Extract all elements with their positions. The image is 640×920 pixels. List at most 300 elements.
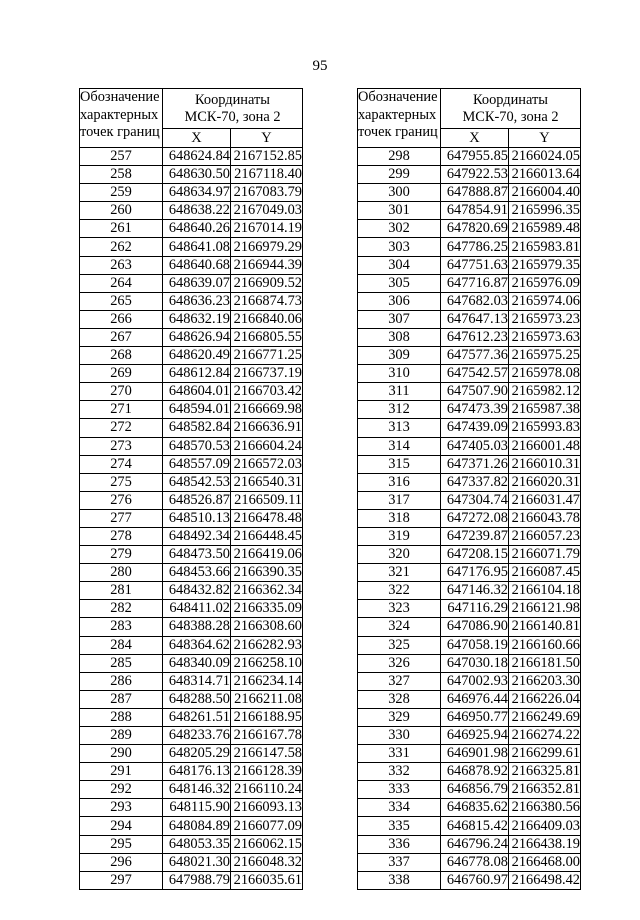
point-designation-header: Обозначение характерных точек границ xyxy=(80,89,163,148)
x-coordinate-cell: 647272.08 xyxy=(441,509,509,527)
coordinates-table-left xyxy=(79,88,303,890)
table-row xyxy=(358,781,581,799)
point-number-cell: 279 xyxy=(80,546,163,564)
x-coordinate-cell: 646760.97 xyxy=(441,871,509,889)
table-row xyxy=(358,347,581,365)
table-row xyxy=(80,835,303,853)
table-row xyxy=(80,871,303,889)
y-coordinate-cell: 2166121.98 xyxy=(509,600,581,618)
point-number-cell: 266 xyxy=(80,310,163,328)
y-coordinate-cell: 2166419.06 xyxy=(231,546,303,564)
x-coordinate-cell: 648594.01 xyxy=(163,401,231,419)
table-row xyxy=(358,636,581,654)
x-coordinate-cell: 648582.84 xyxy=(163,419,231,437)
x-coordinate-cell: 647647.13 xyxy=(441,310,509,328)
x-coordinate-cell: 648639.07 xyxy=(163,274,231,292)
point-number-cell: 273 xyxy=(80,437,163,455)
x-coordinate-cell: 648411.02 xyxy=(163,600,231,618)
point-number-cell: 278 xyxy=(80,527,163,545)
point-number-cell: 275 xyxy=(80,473,163,491)
y-coordinate-cell: 2166043.78 xyxy=(509,509,581,527)
table-row xyxy=(80,727,303,745)
point-number-cell: 297 xyxy=(80,871,163,889)
point-number-cell: 319 xyxy=(358,527,441,545)
y-coordinate-cell: 2167083.79 xyxy=(231,184,303,202)
y-coordinate-cell: 2166024.05 xyxy=(509,148,581,166)
point-number-cell: 331 xyxy=(358,745,441,763)
table-row xyxy=(358,365,581,383)
x-coordinate-cell: 646835.62 xyxy=(441,799,509,817)
y-coordinate-cell: 2166110.24 xyxy=(231,781,303,799)
y-coordinate-cell: 2167118.40 xyxy=(231,166,303,184)
point-number-cell: 270 xyxy=(80,383,163,401)
table-row xyxy=(358,509,581,527)
table-row xyxy=(80,527,303,545)
table-row xyxy=(358,654,581,672)
x-coordinate-cell: 647208.15 xyxy=(441,546,509,564)
x-coordinate-cell: 647751.63 xyxy=(441,256,509,274)
x-coordinate-cell: 647030.18 xyxy=(441,654,509,672)
point-number-cell: 282 xyxy=(80,600,163,618)
y-coordinate-cell: 2166031.47 xyxy=(509,491,581,509)
y-coordinate-cell: 2165982.12 xyxy=(509,383,581,401)
x-coordinate-cell: 646778.08 xyxy=(441,853,509,871)
point-number-cell: 329 xyxy=(358,708,441,726)
table-row xyxy=(358,455,581,473)
y-coordinate-cell: 2166703.42 xyxy=(231,383,303,401)
x-coordinate-cell: 648115.90 xyxy=(163,799,231,817)
x-coordinate-cell: 648021.30 xyxy=(163,853,231,871)
y-coordinate-cell: 2166572.03 xyxy=(231,455,303,473)
x-coordinate-cell: 646856.79 xyxy=(441,781,509,799)
y-coordinate-cell: 2166299.61 xyxy=(509,745,581,763)
table-row xyxy=(358,274,581,292)
x-coordinate-cell: 648492.34 xyxy=(163,527,231,545)
y-coordinate-cell: 2166104.18 xyxy=(509,582,581,600)
x-coordinate-cell: 648626.94 xyxy=(163,328,231,346)
table-row xyxy=(358,582,581,600)
x-header: X xyxy=(163,129,231,148)
y-coordinate-cell: 2165978.08 xyxy=(509,365,581,383)
point-number-cell: 277 xyxy=(80,509,163,527)
table-row xyxy=(80,509,303,527)
x-coordinate-cell: 648053.35 xyxy=(163,835,231,853)
x-coordinate-cell: 647176.95 xyxy=(441,564,509,582)
point-number-cell: 261 xyxy=(80,220,163,238)
point-number-cell: 315 xyxy=(358,455,441,473)
table-row xyxy=(358,727,581,745)
table-row xyxy=(80,564,303,582)
y-coordinate-cell: 2165976.09 xyxy=(509,274,581,292)
table-row xyxy=(358,672,581,690)
x-coordinate-cell: 648473.50 xyxy=(163,546,231,564)
point-number-cell: 259 xyxy=(80,184,163,202)
table-row xyxy=(80,672,303,690)
y-coordinate-cell: 2166001.48 xyxy=(509,437,581,455)
x-coordinate-cell: 648261.51 xyxy=(163,708,231,726)
point-designation-header: Обозначение характерных точек границ xyxy=(358,89,441,148)
x-coordinate-cell: 648388.28 xyxy=(163,618,231,636)
point-number-cell: 292 xyxy=(80,781,163,799)
table-row xyxy=(358,383,581,401)
y-coordinate-cell: 2166448.45 xyxy=(231,527,303,545)
x-coordinate-cell: 648510.13 xyxy=(163,509,231,527)
x-coordinate-cell: 648233.76 xyxy=(163,727,231,745)
x-coordinate-cell: 647542.57 xyxy=(441,365,509,383)
point-number-cell: 289 xyxy=(80,727,163,745)
point-number-cell: 316 xyxy=(358,473,441,491)
point-number-cell: 338 xyxy=(358,871,441,889)
x-coordinate-cell: 647239.87 xyxy=(441,527,509,545)
y-coordinate-cell: 2166308.60 xyxy=(231,618,303,636)
point-number-cell: 262 xyxy=(80,238,163,256)
y-coordinate-cell: 2166181.50 xyxy=(509,654,581,672)
x-coordinate-cell: 647058.19 xyxy=(441,636,509,654)
y-coordinate-cell: 2166035.61 xyxy=(231,871,303,889)
table-row xyxy=(358,184,581,202)
point-number-cell: 260 xyxy=(80,202,163,220)
y-coordinate-cell: 2166604.24 xyxy=(231,437,303,455)
x-coordinate-cell: 648620.49 xyxy=(163,347,231,365)
y-coordinate-cell: 2166071.79 xyxy=(509,546,581,564)
table-row xyxy=(358,491,581,509)
table-row xyxy=(358,166,581,184)
point-number-cell: 298 xyxy=(358,148,441,166)
table-row xyxy=(80,546,303,564)
table-row xyxy=(358,220,581,238)
table-row xyxy=(80,600,303,618)
point-number-cell: 318 xyxy=(358,509,441,527)
y-coordinate-cell: 2166362.34 xyxy=(231,582,303,600)
point-number-cell: 314 xyxy=(358,437,441,455)
y-coordinate-cell: 2166805.55 xyxy=(231,328,303,346)
point-number-cell: 304 xyxy=(358,256,441,274)
point-number-cell: 263 xyxy=(80,256,163,274)
point-number-cell: 332 xyxy=(358,763,441,781)
y-coordinate-cell: 2166409.03 xyxy=(509,817,581,835)
x-coordinate-cell: 648542.53 xyxy=(163,473,231,491)
x-coordinate-cell: 648636.23 xyxy=(163,292,231,310)
coordinates-header: Координаты МСК-70, зона 2 xyxy=(441,89,581,129)
table-row xyxy=(80,817,303,835)
table-row xyxy=(358,690,581,708)
point-number-cell: 326 xyxy=(358,654,441,672)
x-coordinate-cell: 647507.90 xyxy=(441,383,509,401)
y-coordinate-cell: 2165983.81 xyxy=(509,238,581,256)
point-number-cell: 264 xyxy=(80,274,163,292)
table-row xyxy=(80,383,303,401)
table-row xyxy=(358,292,581,310)
y-coordinate-cell: 2166325.81 xyxy=(509,763,581,781)
table-row xyxy=(80,310,303,328)
table-row xyxy=(80,256,303,274)
point-number-cell: 294 xyxy=(80,817,163,835)
x-coordinate-cell: 647116.29 xyxy=(441,600,509,618)
table-row xyxy=(80,853,303,871)
y-coordinate-cell: 2166771.25 xyxy=(231,347,303,365)
x-coordinate-cell: 648638.22 xyxy=(163,202,231,220)
table-row xyxy=(80,654,303,672)
y-coordinate-cell: 2166274.22 xyxy=(509,727,581,745)
x-coordinate-cell: 647337.82 xyxy=(441,473,509,491)
x-coordinate-cell: 648641.08 xyxy=(163,238,231,256)
y-coordinate-cell: 2166390.35 xyxy=(231,564,303,582)
x-coordinate-cell: 648288.50 xyxy=(163,690,231,708)
y-coordinate-cell: 2165973.63 xyxy=(509,328,581,346)
point-number-cell: 323 xyxy=(358,600,441,618)
x-coordinate-cell: 647988.79 xyxy=(163,871,231,889)
table-row xyxy=(80,365,303,383)
table-row xyxy=(358,708,581,726)
point-number-cell: 311 xyxy=(358,383,441,401)
y-coordinate-cell: 2166147.58 xyxy=(231,745,303,763)
table-row xyxy=(358,401,581,419)
x-coordinate-cell: 647371.26 xyxy=(441,455,509,473)
point-number-cell: 337 xyxy=(358,853,441,871)
table-row xyxy=(80,292,303,310)
y-coordinate-cell: 2166498.42 xyxy=(509,871,581,889)
table-row xyxy=(358,328,581,346)
table-row xyxy=(358,853,581,871)
coordinates-table-right xyxy=(357,88,581,890)
y-coordinate-cell: 2166669.98 xyxy=(231,401,303,419)
table-row xyxy=(80,238,303,256)
x-coordinate-cell: 648340.09 xyxy=(163,654,231,672)
y-coordinate-cell: 2166874.73 xyxy=(231,292,303,310)
y-coordinate-cell: 2165993.83 xyxy=(509,419,581,437)
y-coordinate-cell: 2165979.35 xyxy=(509,256,581,274)
point-number-cell: 313 xyxy=(358,419,441,437)
point-number-cell: 269 xyxy=(80,365,163,383)
point-number-cell: 296 xyxy=(80,853,163,871)
x-coordinate-cell: 647439.09 xyxy=(441,419,509,437)
x-coordinate-cell: 647922.53 xyxy=(441,166,509,184)
table-row xyxy=(358,256,581,274)
table-row xyxy=(80,781,303,799)
y-coordinate-cell: 2166048.32 xyxy=(231,853,303,871)
y-coordinate-cell: 2166013.64 xyxy=(509,166,581,184)
x-coordinate-cell: 647146.32 xyxy=(441,582,509,600)
x-coordinate-cell: 647612.23 xyxy=(441,328,509,346)
point-number-cell: 305 xyxy=(358,274,441,292)
table-row xyxy=(358,202,581,220)
table-row xyxy=(358,871,581,889)
x-coordinate-cell: 648084.89 xyxy=(163,817,231,835)
point-number-cell: 291 xyxy=(80,763,163,781)
point-number-cell: 303 xyxy=(358,238,441,256)
x-coordinate-cell: 648634.97 xyxy=(163,184,231,202)
y-coordinate-cell: 2166160.66 xyxy=(509,636,581,654)
x-coordinate-cell: 648364.62 xyxy=(163,636,231,654)
point-number-cell: 300 xyxy=(358,184,441,202)
table-row xyxy=(80,763,303,781)
table-row xyxy=(80,220,303,238)
y-coordinate-cell: 2166087.45 xyxy=(509,564,581,582)
table-row xyxy=(358,835,581,853)
y-coordinate-cell: 2166352.81 xyxy=(509,781,581,799)
table-row xyxy=(358,564,581,582)
y-coordinate-cell: 2166010.31 xyxy=(509,455,581,473)
point-number-cell: 324 xyxy=(358,618,441,636)
point-number-cell: 321 xyxy=(358,564,441,582)
x-coordinate-cell: 648557.09 xyxy=(163,455,231,473)
x-coordinate-cell: 648632.19 xyxy=(163,310,231,328)
y-coordinate-cell: 2166380.56 xyxy=(509,799,581,817)
table-row xyxy=(358,546,581,564)
x-coordinate-cell: 648314.71 xyxy=(163,672,231,690)
x-coordinate-cell: 647405.03 xyxy=(441,437,509,455)
y-coordinate-cell: 2166478.48 xyxy=(231,509,303,527)
table-row xyxy=(358,817,581,835)
point-number-cell: 308 xyxy=(358,328,441,346)
x-coordinate-cell: 648432.82 xyxy=(163,582,231,600)
point-number-cell: 284 xyxy=(80,636,163,654)
y-coordinate-cell: 2165974.06 xyxy=(509,292,581,310)
y-coordinate-cell: 2166128.39 xyxy=(231,763,303,781)
y-coordinate-cell: 2166249.69 xyxy=(509,708,581,726)
table-row xyxy=(358,437,581,455)
x-coordinate-cell: 648640.26 xyxy=(163,220,231,238)
y-coordinate-cell: 2166062.15 xyxy=(231,835,303,853)
x-coordinate-cell: 648640.68 xyxy=(163,256,231,274)
point-number-cell: 333 xyxy=(358,781,441,799)
y-coordinate-cell: 2165987.38 xyxy=(509,401,581,419)
x-coordinate-cell: 646796.24 xyxy=(441,835,509,853)
y-coordinate-cell: 2166909.52 xyxy=(231,274,303,292)
point-number-cell: 335 xyxy=(358,817,441,835)
y-coordinate-cell: 2166167.78 xyxy=(231,727,303,745)
x-coordinate-cell: 646815.42 xyxy=(441,817,509,835)
y-coordinate-cell: 2166509.11 xyxy=(231,491,303,509)
x-coordinate-cell: 647304.74 xyxy=(441,491,509,509)
y-coordinate-cell: 2166188.95 xyxy=(231,708,303,726)
table-row xyxy=(80,491,303,509)
y-coordinate-cell: 2166057.23 xyxy=(509,527,581,545)
table-row xyxy=(80,708,303,726)
y-coordinate-cell: 2166234.14 xyxy=(231,672,303,690)
point-number-cell: 257 xyxy=(80,148,163,166)
table-row xyxy=(358,238,581,256)
y-coordinate-cell: 2165973.23 xyxy=(509,310,581,328)
table-row xyxy=(80,274,303,292)
point-number-cell: 312 xyxy=(358,401,441,419)
point-number-cell: 271 xyxy=(80,401,163,419)
x-coordinate-cell: 646925.94 xyxy=(441,727,509,745)
y-coordinate-cell: 2167049.03 xyxy=(231,202,303,220)
x-coordinate-cell: 648176.13 xyxy=(163,763,231,781)
y-coordinate-cell: 2166211.08 xyxy=(231,690,303,708)
table-row xyxy=(80,347,303,365)
x-coordinate-cell: 646950.77 xyxy=(441,708,509,726)
table-row xyxy=(80,401,303,419)
x-coordinate-cell: 647955.85 xyxy=(441,148,509,166)
point-number-cell: 299 xyxy=(358,166,441,184)
x-coordinate-cell: 646878.92 xyxy=(441,763,509,781)
x-coordinate-cell: 647786.25 xyxy=(441,238,509,256)
x-coordinate-cell: 648624.84 xyxy=(163,148,231,166)
x-coordinate-cell: 646901.98 xyxy=(441,745,509,763)
y-coordinate-cell: 2166020.31 xyxy=(509,473,581,491)
coordinates-header: Координаты МСК-70, зона 2 xyxy=(163,89,303,129)
table-row xyxy=(80,690,303,708)
y-header: Y xyxy=(509,129,581,148)
table-row xyxy=(80,618,303,636)
point-number-cell: 310 xyxy=(358,365,441,383)
y-coordinate-cell: 2166944.39 xyxy=(231,256,303,274)
point-number-cell: 281 xyxy=(80,582,163,600)
table-row xyxy=(358,745,581,763)
y-coordinate-cell: 2166226.04 xyxy=(509,690,581,708)
y-coordinate-cell: 2166077.09 xyxy=(231,817,303,835)
y-coordinate-cell: 2166540.31 xyxy=(231,473,303,491)
table-row xyxy=(358,618,581,636)
point-number-cell: 322 xyxy=(358,582,441,600)
y-coordinate-cell: 2167152.85 xyxy=(231,148,303,166)
point-number-cell: 288 xyxy=(80,708,163,726)
table-row xyxy=(80,582,303,600)
y-header: Y xyxy=(231,129,303,148)
y-coordinate-cell: 2165996.35 xyxy=(509,202,581,220)
x-coordinate-cell: 647854.91 xyxy=(441,202,509,220)
y-coordinate-cell: 2166438.19 xyxy=(509,835,581,853)
x-coordinate-cell: 647716.87 xyxy=(441,274,509,292)
table-row xyxy=(80,437,303,455)
y-coordinate-cell: 2166093.13 xyxy=(231,799,303,817)
y-coordinate-cell: 2166335.09 xyxy=(231,600,303,618)
point-number-cell: 287 xyxy=(80,690,163,708)
x-coordinate-cell: 647682.03 xyxy=(441,292,509,310)
point-number-cell: 301 xyxy=(358,202,441,220)
point-number-cell: 327 xyxy=(358,672,441,690)
point-number-cell: 302 xyxy=(358,220,441,238)
y-coordinate-cell: 2166258.10 xyxy=(231,654,303,672)
y-coordinate-cell: 2166737.19 xyxy=(231,365,303,383)
table-row xyxy=(358,419,581,437)
point-number-cell: 330 xyxy=(358,727,441,745)
point-number-cell: 325 xyxy=(358,636,441,654)
table-row xyxy=(80,184,303,202)
table-row xyxy=(80,799,303,817)
point-number-cell: 280 xyxy=(80,564,163,582)
point-number-cell: 290 xyxy=(80,745,163,763)
point-number-cell: 272 xyxy=(80,419,163,437)
point-number-cell: 258 xyxy=(80,166,163,184)
table-row xyxy=(80,473,303,491)
table-row xyxy=(80,202,303,220)
x-coordinate-cell: 648612.84 xyxy=(163,365,231,383)
x-coordinate-cell: 647473.39 xyxy=(441,401,509,419)
y-coordinate-cell: 2166004.40 xyxy=(509,184,581,202)
point-number-cell: 328 xyxy=(358,690,441,708)
table-row xyxy=(358,799,581,817)
y-coordinate-cell: 2166140.81 xyxy=(509,618,581,636)
y-coordinate-cell: 2166282.93 xyxy=(231,636,303,654)
x-coordinate-cell: 648526.87 xyxy=(163,491,231,509)
point-number-cell: 317 xyxy=(358,491,441,509)
point-number-cell: 309 xyxy=(358,347,441,365)
y-coordinate-cell: 2166468.00 xyxy=(509,853,581,871)
x-header: X xyxy=(441,129,509,148)
point-number-cell: 306 xyxy=(358,292,441,310)
table-row xyxy=(80,636,303,654)
page-number: 95 xyxy=(312,58,328,74)
table-row xyxy=(80,745,303,763)
point-number-cell: 267 xyxy=(80,328,163,346)
table-row xyxy=(80,166,303,184)
x-coordinate-cell: 646976.44 xyxy=(441,690,509,708)
x-coordinate-cell: 648205.29 xyxy=(163,745,231,763)
x-coordinate-cell: 647002.93 xyxy=(441,672,509,690)
